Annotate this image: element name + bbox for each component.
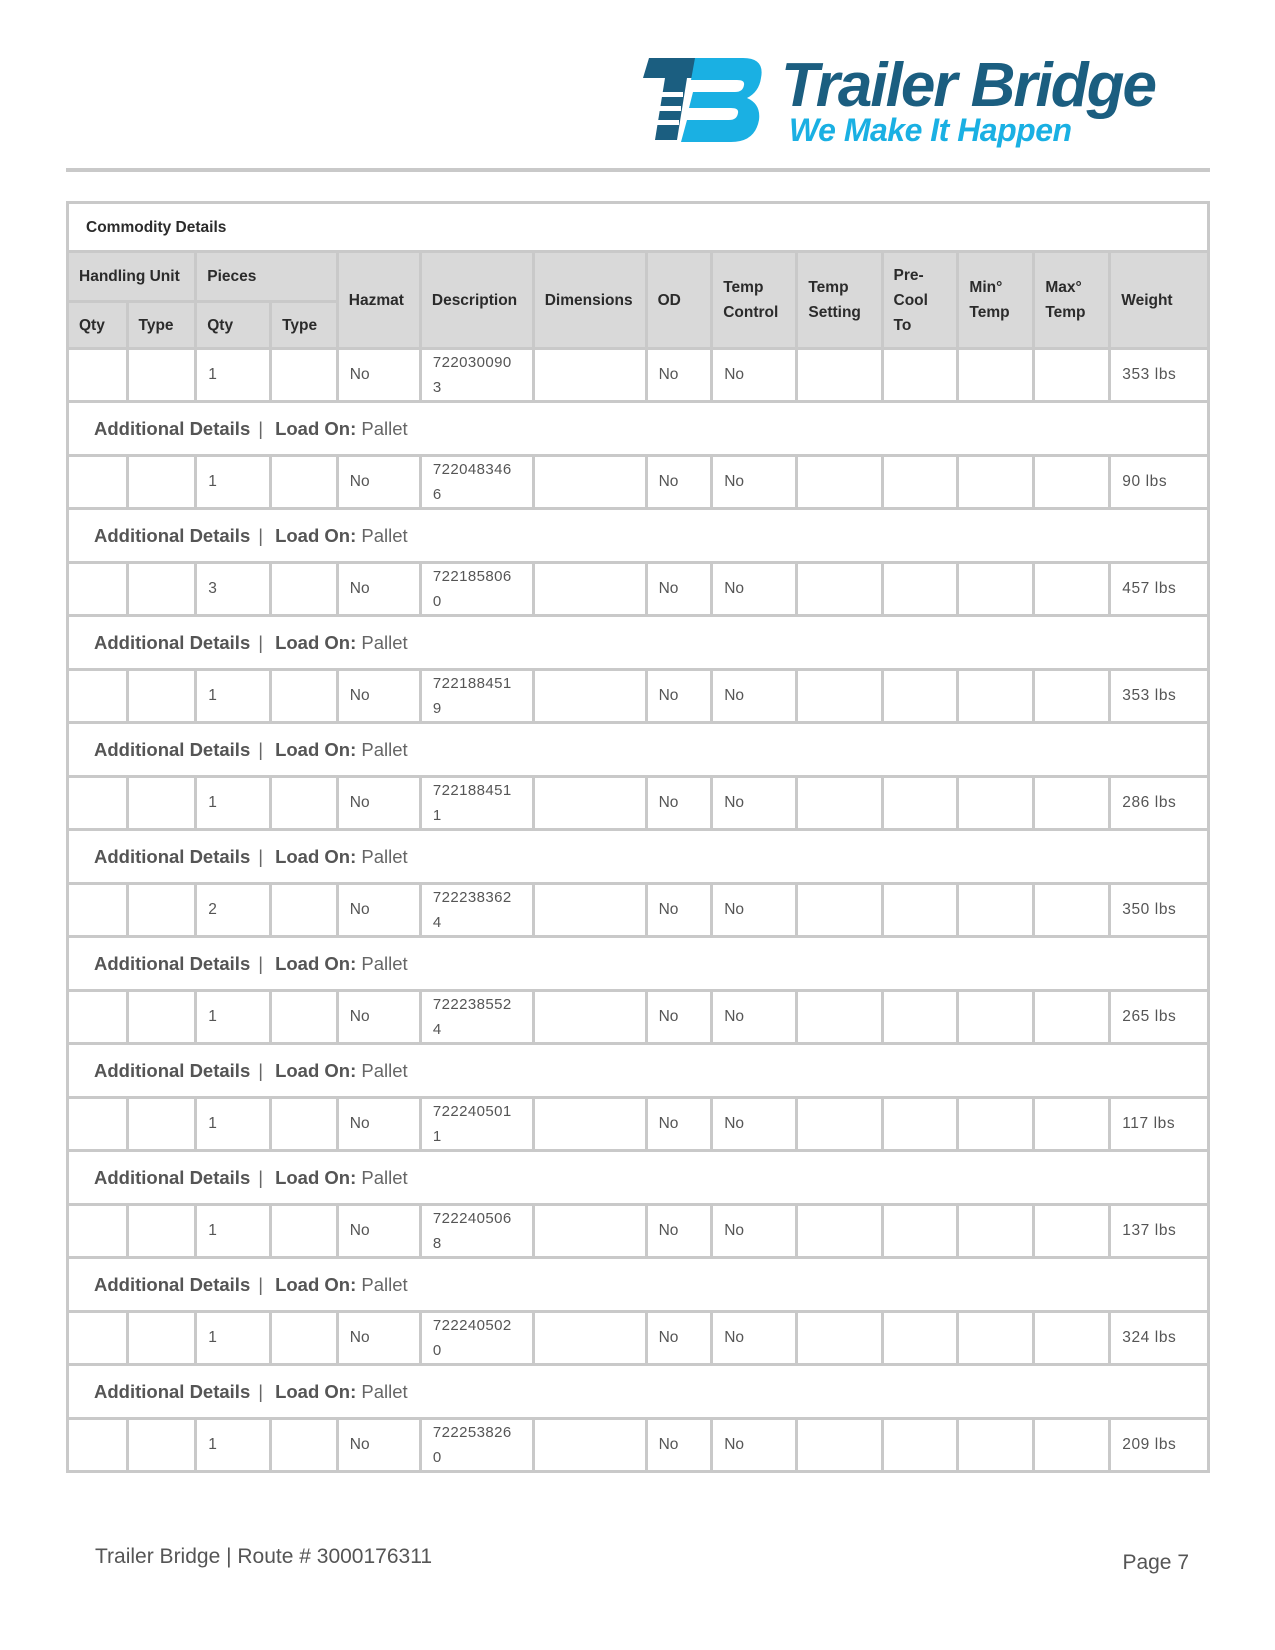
cell-weight: 90 lbs [1110,456,1209,509]
cell-dimensions [533,1419,646,1472]
cell-weight: 324 lbs [1110,1312,1209,1365]
cell-pre-cool [882,1205,958,1258]
description-line-1: 722240502 [432,1317,512,1334]
cell-pre-cool [882,1312,958,1365]
additional-details-label: Additional Details [94,1166,251,1188]
cell-hazmat: No [337,563,420,616]
load-on-label: Load On: [275,738,357,760]
load-on-label: Load On: [275,845,357,867]
cell-pc-type [271,670,338,723]
cell-max-temp [1034,777,1110,830]
load-on-value: Pallet [361,631,408,653]
description-line-2: 0 [432,1342,442,1359]
cell-od: No [646,991,712,1044]
load-on-label: Load On: [275,1273,357,1295]
cell-min-temp [958,1419,1034,1472]
cell-min-temp [958,1312,1034,1365]
description-line-2: 4 [432,1021,442,1038]
cell-od: No [646,563,712,616]
cell-pc-type [271,563,338,616]
cell-hazmat: No [337,777,420,830]
cell-temp-setting [797,1205,882,1258]
header-temp-setting: Temp Setting [797,252,882,349]
description-line-2: 1 [432,1128,442,1145]
description-line-2: 0 [432,593,442,610]
description-line-1: 722240506 [432,1210,512,1227]
description-line-2: 8 [432,1235,442,1252]
company-logo [643,51,1203,150]
load-on-value: Pallet [361,845,408,867]
cell-hu-qty [68,884,128,937]
cell-temp-control: No [712,1205,797,1258]
cell-temp-setting [797,1312,882,1365]
cell-hu-qty [68,1205,128,1258]
commodity-row [68,349,1209,402]
cell-pc-qty: 3 [196,563,271,616]
cell-temp-control: No [712,456,797,509]
load-on-label: Load On: [275,524,357,546]
cell-dimensions [533,456,646,509]
cell-od: No [646,670,712,723]
cell-weight: 353 lbs [1110,670,1209,723]
header-divider [66,168,1210,172]
cell-min-temp [958,777,1034,830]
header-max-temp: Max° Temp [1034,252,1110,349]
cell-hu-qty [68,777,128,830]
load-on-value: Pallet [361,738,408,760]
cell-pc-type [271,456,338,509]
cell-max-temp [1034,1312,1110,1365]
cell-temp-control: No [712,991,797,1044]
cell-od: No [646,456,712,509]
cell-hu-type [127,777,196,830]
cell-hazmat: No [337,1419,420,1472]
header-pc-qty: Qty [196,302,271,349]
description-line-1: 722188451 [432,675,512,692]
additional-details-row [68,402,1209,456]
additional-details-cell [68,723,1209,777]
commodity-row [68,563,1209,616]
commodity-row [68,884,1209,937]
cell-desc [420,777,533,830]
cell-hazmat: No [337,456,420,509]
separator: | [258,845,264,867]
cell-weight: 265 lbs [1110,991,1209,1044]
description-line-2: 4 [432,914,442,931]
cell-od: No [646,884,712,937]
table-title: Commodity Details [68,203,1209,252]
cell-pc-type [271,1205,338,1258]
commodity-row [68,670,1209,723]
additional-details-cell [68,1151,1209,1205]
cell-hu-type [127,456,196,509]
cell-max-temp [1034,670,1110,723]
description-line-2: 0 [432,1449,442,1466]
cell-hazmat: No [337,991,420,1044]
description-line-2: 3 [432,379,442,396]
cell-desc [420,1205,533,1258]
cell-hu-qty [68,670,128,723]
header-pieces: Pieces [196,252,338,302]
separator: | [258,1059,264,1081]
cell-dimensions [533,1098,646,1151]
cell-dimensions [533,563,646,616]
cell-desc [420,1098,533,1151]
cell-min-temp [958,1098,1034,1151]
cell-pre-cool [882,991,958,1044]
cell-hu-qty [68,563,128,616]
cell-hu-qty [68,1312,128,1365]
additional-details-row [68,1151,1209,1205]
additional-details-cell [68,402,1209,456]
description-line-1: 722238552 [432,996,512,1013]
load-on-label: Load On: [275,1166,357,1188]
cell-temp-control: No [712,349,797,402]
header-handling-unit: Handling Unit [68,252,196,302]
load-on-value: Pallet [361,524,408,546]
cell-od: No [646,1312,712,1365]
cell-temp-setting [797,1098,882,1151]
cell-od: No [646,1205,712,1258]
description-line-1: 722030090 [432,354,512,371]
cell-temp-setting [797,991,882,1044]
cell-min-temp [958,670,1034,723]
additional-details-label: Additional Details [94,1380,251,1402]
cell-pc-qty: 1 [196,1312,271,1365]
load-on-value: Pallet [361,1273,408,1295]
cell-max-temp [1034,456,1110,509]
cell-od: No [646,1419,712,1472]
load-on-value: Pallet [361,1059,408,1081]
additional-details-label: Additional Details [94,1273,251,1295]
cell-hu-qty [68,991,128,1044]
additional-details-row [68,509,1209,563]
brand-name: Trailer Bridge [781,51,1156,120]
additional-details-label: Additional Details [94,845,251,867]
cell-od: No [646,777,712,830]
separator: | [258,952,264,974]
header-description: Description [420,252,533,349]
load-on-label: Load On: [275,631,357,653]
cell-max-temp [1034,884,1110,937]
cell-pc-type [271,349,338,402]
commodity-details-section [66,201,1210,1510]
additional-details-label: Additional Details [94,952,251,974]
cell-min-temp [958,1205,1034,1258]
commodity-row [68,1312,1209,1365]
cell-pre-cool [882,884,958,937]
cell-weight: 350 lbs [1110,884,1209,937]
cell-pre-cool [882,777,958,830]
additional-details-row [68,1258,1209,1312]
cell-temp-setting [797,456,882,509]
cell-temp-control: No [712,777,797,830]
additional-details-row [68,830,1209,884]
separator: | [258,524,264,546]
separator: | [258,417,264,439]
cell-desc [420,456,533,509]
cell-max-temp [1034,349,1110,402]
cell-desc [420,670,533,723]
cell-dimensions [533,349,646,402]
cell-hu-type [127,1205,196,1258]
additional-details-label: Additional Details [94,631,251,653]
additional-details-row [68,1365,1209,1419]
cell-pc-qty: 1 [196,777,271,830]
cell-max-temp [1034,991,1110,1044]
cell-temp-setting [797,670,882,723]
additional-details-row [68,937,1209,991]
cell-hazmat: No [337,349,420,402]
cell-temp-setting [797,1419,882,1472]
additional-details-cell [68,937,1209,991]
cell-temp-control: No [712,884,797,937]
cell-hu-qty [68,1098,128,1151]
additional-details-cell [68,830,1209,884]
additional-details-row [68,1044,1209,1098]
cell-desc [420,349,533,402]
cell-pc-qty: 1 [196,991,271,1044]
header-pc-type: Type [271,302,338,349]
cell-od: No [646,1098,712,1151]
cell-pre-cool [882,670,958,723]
separator: | [258,1380,264,1402]
additional-details-label: Additional Details [94,524,251,546]
cell-temp-setting [797,777,882,830]
cell-min-temp [958,456,1034,509]
cell-desc [420,884,533,937]
load-on-value: Pallet [361,952,408,974]
cell-min-temp [958,991,1034,1044]
cell-pc-qty: 1 [196,349,271,402]
cell-min-temp [958,884,1034,937]
cell-dimensions [533,991,646,1044]
cell-hu-type [127,563,196,616]
cell-weight: 137 lbs [1110,1205,1209,1258]
brand-tagline: We Make It Happen [789,112,1072,148]
cell-od: No [646,349,712,402]
cell-pre-cool [882,456,958,509]
header-hazmat: Hazmat [337,252,420,349]
commodity-details-table [66,201,1210,1473]
additional-details-cell [68,1044,1209,1098]
cell-hu-type [127,349,196,402]
cell-dimensions [533,1205,646,1258]
cell-pc-type [271,1419,338,1472]
cell-temp-control: No [712,1098,797,1151]
cell-weight: 457 lbs [1110,563,1209,616]
additional-details-cell [68,616,1209,670]
additional-details-cell [68,509,1209,563]
header-pre-cool-to: Pre- Cool To [882,252,958,349]
additional-details-label: Additional Details [94,417,251,439]
cell-hu-type [127,670,196,723]
description-line-1: 722253826 [432,1424,512,1441]
cell-pre-cool [882,563,958,616]
header-min-temp: Min° Temp [958,252,1034,349]
separator: | [258,1166,264,1188]
load-on-label: Load On: [275,1380,357,1402]
load-on-label: Load On: [275,1059,357,1081]
additional-details-cell [68,1365,1209,1419]
additional-details-label: Additional Details [94,1059,251,1081]
cell-pc-type [271,1312,338,1365]
description-line-1: 722240501 [432,1103,512,1120]
cell-max-temp [1034,1419,1110,1472]
cell-temp-setting [797,563,882,616]
cell-hu-type [127,1312,196,1365]
cell-pc-qty: 1 [196,1205,271,1258]
cell-max-temp [1034,563,1110,616]
additional-details-cell [68,1258,1209,1312]
header-od: OD [646,252,712,349]
separator: | [258,738,264,760]
cell-temp-control: No [712,1312,797,1365]
cell-weight: 353 lbs [1110,349,1209,402]
cell-weight: 117 lbs [1110,1098,1209,1151]
cell-min-temp [958,563,1034,616]
load-on-label: Load On: [275,417,357,439]
cell-pc-type [271,884,338,937]
header-hu-qty: Qty [68,302,128,349]
cell-dimensions [533,777,646,830]
cell-pc-qty: 1 [196,1419,271,1472]
cell-hu-qty [68,456,128,509]
cell-temp-control: No [712,670,797,723]
commodity-row [68,456,1209,509]
page-number: Page 7 [1122,1551,1189,1574]
separator: | [258,631,264,653]
cell-weight: 286 lbs [1110,777,1209,830]
description-line-1: 722048346 [432,461,512,478]
cell-desc [420,991,533,1044]
cell-hu-type [127,884,196,937]
cell-max-temp [1034,1205,1110,1258]
cell-pre-cool [882,1098,958,1151]
cell-pre-cool [882,349,958,402]
cell-hu-qty [68,349,128,402]
cell-temp-control: No [712,1419,797,1472]
load-on-value: Pallet [361,417,408,439]
description-line-1: 722188451 [432,782,512,799]
cell-hazmat: No [337,670,420,723]
cell-pc-qty: 1 [196,670,271,723]
cell-hazmat: No [337,1312,420,1365]
header-dimensions: Dimensions [533,252,646,349]
cell-dimensions [533,884,646,937]
description-line-1: 722185806 [432,568,512,585]
description-line-2: 6 [432,486,442,503]
load-on-value: Pallet [361,1380,408,1402]
footer-route: Trailer Bridge | Route # 3000176311 [95,1545,433,1568]
cell-pc-qty: 2 [196,884,271,937]
description-line-2: 9 [432,700,442,717]
cell-temp-setting [797,349,882,402]
cell-desc [420,1312,533,1365]
separator: | [258,1273,264,1295]
cell-pc-qty: 1 [196,1098,271,1151]
cell-desc [420,563,533,616]
cell-temp-control: No [712,563,797,616]
load-on-label: Load On: [275,952,357,974]
cell-hu-type [127,991,196,1044]
description-line-1: 722238362 [432,889,512,906]
commodity-row [68,1205,1209,1258]
commodity-row [68,991,1209,1044]
cell-max-temp [1034,1098,1110,1151]
cell-weight: 209 lbs [1110,1419,1209,1472]
additional-details-row [68,723,1209,777]
header-weight: Weight [1110,252,1209,349]
load-on-value: Pallet [361,1166,408,1188]
cell-dimensions [533,1312,646,1365]
cell-hu-type [127,1419,196,1472]
commodity-row [68,777,1209,830]
header-hu-type: Type [127,302,196,349]
cell-pc-type [271,777,338,830]
commodity-row [68,1098,1209,1151]
cell-pc-type [271,991,338,1044]
commodity-row [68,1419,1209,1472]
cell-dimensions [533,670,646,723]
cell-pre-cool [882,1419,958,1472]
cell-pc-qty: 1 [196,456,271,509]
cell-min-temp [958,349,1034,402]
additional-details-row [68,616,1209,670]
cell-hazmat: No [337,1098,420,1151]
additional-details-label: Additional Details [94,738,251,760]
cell-hu-type [127,1098,196,1151]
cell-hazmat: No [337,884,420,937]
description-line-2: 1 [432,807,442,824]
cell-temp-setting [797,884,882,937]
cell-pc-type [271,1098,338,1151]
tb-logo-mark-icon [643,58,765,146]
header-temp-control: Temp Control [712,252,797,349]
cell-hazmat: No [337,1205,420,1258]
cell-hu-qty [68,1419,128,1472]
cell-desc [420,1419,533,1472]
